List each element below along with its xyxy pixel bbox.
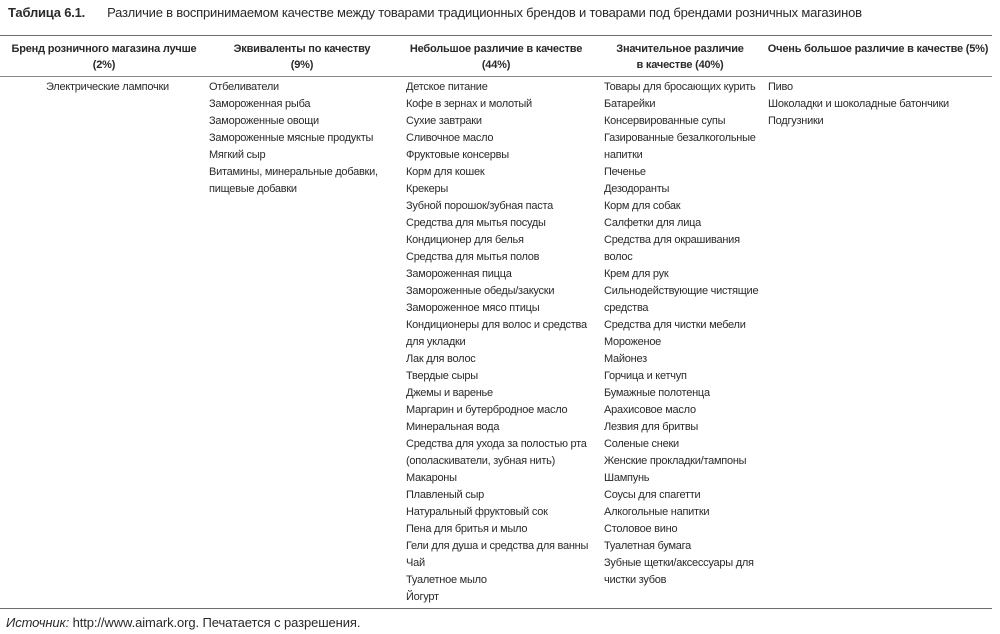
table-cell-line: Лезвия для бритвы: [604, 421, 699, 433]
bottom-rule: [0, 608, 992, 609]
table-cell-line: Туалетная бумага: [604, 540, 692, 552]
table-cell-line: Плавленый сыр: [406, 489, 485, 501]
table-number: Таблица 6.1.: [8, 5, 86, 20]
table-cell-line: Крем для рук: [604, 268, 669, 280]
table-cell-line: Замороженная пицца: [406, 268, 512, 280]
table-cell-line: Сливочное масло: [406, 132, 494, 144]
table-cell-line: Газированные безалкогольные: [604, 132, 756, 144]
table-cell-line: Твердые сыры: [406, 370, 478, 382]
table-cell-line: волос: [604, 251, 633, 263]
table-cell-line: средства: [604, 302, 649, 314]
header-line: Эквиваленты по качеству: [233, 43, 371, 55]
table-cell-line: Соусы для спагетти: [604, 489, 701, 501]
table-cell-line: чистки зубов: [604, 574, 667, 586]
header-line: (9%): [290, 59, 314, 71]
table-cell-line: для укладки: [406, 336, 466, 348]
table-cell-line: Алкогольные напитки: [604, 506, 710, 518]
table-cell-line: Зубные щетки/аксессуары для: [604, 557, 754, 569]
table-cell-line: (ополаскиватели, зубная нить): [406, 455, 555, 467]
header-small-difference: [398, 41, 594, 73]
table-cell-line: Витамины, минеральные добавки,: [209, 166, 378, 178]
table-cell-line: Бумажные полотенца: [604, 387, 710, 399]
table-cell-line: Гели для душа и средства для ванны: [406, 540, 589, 552]
table-cell-line: Консервированные супы: [604, 115, 726, 127]
table-cell-line: Джемы и варенье: [406, 387, 493, 399]
table-cell-line: Средства для мытья полов: [406, 251, 540, 263]
header-line: (44%): [481, 59, 511, 71]
table-cell-line: Электрические лампочки: [46, 81, 169, 93]
header-line: Очень большое различие в качестве (5%): [767, 43, 989, 55]
header-line: Бренд розничного магазина лучше: [11, 43, 197, 55]
header-line: Небольшое различие в качестве: [409, 43, 583, 55]
table-cell-line: Печенье: [604, 166, 646, 178]
table-cell-line: Товары для бросающих курить: [604, 81, 756, 93]
table-cell-line: Замороженные обеды/закуски: [406, 285, 555, 297]
table-cell-line: Соленые снеки: [604, 438, 679, 450]
table-cell-line: Мороженое: [604, 336, 662, 348]
table-cell-line: Горчица и кетчуп: [604, 370, 687, 382]
table-title: Различие в воспринимаемом качестве между товарами традиционных брендов и товарами под брендами розничных магазинов: [107, 5, 862, 20]
table-cell-line: Кофе в зернах и молотый: [406, 98, 532, 110]
table-cell-line: Детское питание: [406, 81, 488, 93]
table-cell-line: Салфетки для лица: [604, 217, 702, 229]
header-line: (2%): [92, 59, 116, 71]
header-line: Значительное различие: [616, 43, 744, 55]
table-cell-line: Маргарин и бутербродное масло: [406, 404, 568, 416]
column-equivalent: [209, 79, 394, 198]
source-text: http://www.aimark.org. Печатается с разрешения.: [69, 615, 361, 630]
table-cell-line: Пиво: [768, 81, 793, 93]
table-cell-line: Корм для собак: [604, 200, 681, 212]
table-cell-line: Шоколадки и шоколадные батончики: [768, 98, 949, 110]
column-retailer-better: [46, 79, 206, 96]
header-equivalent: [212, 41, 392, 73]
table-caption: [8, 4, 862, 22]
column-small-difference: [406, 79, 596, 606]
table-cell-line: Сильнодействующие чистящие: [604, 285, 759, 297]
top-rule: [0, 35, 992, 36]
header-retailer-better: [4, 41, 204, 73]
table-cell-line: Корм для кошек: [406, 166, 485, 178]
table-cell-line: Замороженное мясо птицы: [406, 302, 540, 314]
table-cell-line: Отбеливатели: [209, 81, 279, 93]
source-label: Источник:: [6, 615, 70, 630]
table-cell-line: Кондиционеры для волос и средства: [406, 319, 587, 331]
table-cell-line: Средства для мытья посуды: [406, 217, 546, 229]
table-cell-line: Средства для ухода за полостью рта: [406, 438, 587, 450]
table-cell-line: Пена для бритья и мыло: [406, 523, 528, 535]
table-cell-line: Минеральная вода: [406, 421, 500, 433]
table-cell-line: Подгузники: [768, 115, 824, 127]
table-cell-line: Чай: [406, 557, 425, 569]
table-cell-line: Замороженные овощи: [209, 115, 319, 127]
table-cell-line: Дезодоранты: [604, 183, 670, 195]
table-cell-line: Шампунь: [604, 472, 650, 484]
table-cell-line: Столовое вино: [604, 523, 678, 535]
table-cell-line: Крекеры: [406, 183, 448, 195]
source-note: [6, 614, 360, 632]
header-significant-difference: [600, 41, 760, 73]
table-cell-line: пищевые добавки: [209, 183, 297, 195]
column-very-large-difference: [768, 79, 993, 130]
table-cell-line: Сухие завтраки: [406, 115, 482, 127]
table-cell-line: Зубной порошок/зубная паста: [406, 200, 553, 212]
column-significant-difference: [604, 79, 764, 589]
header-line: в качестве (40%): [636, 59, 724, 71]
table-cell-line: Йогурт: [406, 591, 439, 603]
table-cell-line: Мягкий сыр: [209, 149, 266, 161]
table-cell-line: Женские прокладки/тампоны: [604, 455, 747, 467]
table-cell-line: Арахисовое масло: [604, 404, 696, 416]
table-cell-line: Макароны: [406, 472, 457, 484]
table-cell-line: Замороженные мясные продукты: [209, 132, 374, 144]
table-cell-line: Замороженная рыба: [209, 98, 311, 110]
table-cell-line: Кондиционер для белья: [406, 234, 524, 246]
table-cell-line: Батарейки: [604, 98, 656, 110]
table-cell-line: Средства для чистки мебели: [604, 319, 746, 331]
table-cell-line: Средства для окрашивания: [604, 234, 740, 246]
table-cell-line: Фруктовые консервы: [406, 149, 509, 161]
table-cell-line: Лак для волос: [406, 353, 476, 365]
header-very-large-difference: [762, 41, 994, 57]
table-cell-line: Туалетное мыло: [406, 574, 487, 586]
header-rule: [0, 76, 992, 77]
table-cell-line: Натуральный фруктовый сок: [406, 506, 548, 518]
table-cell-line: Майонез: [604, 353, 647, 365]
table-cell-line: напитки: [604, 149, 643, 161]
